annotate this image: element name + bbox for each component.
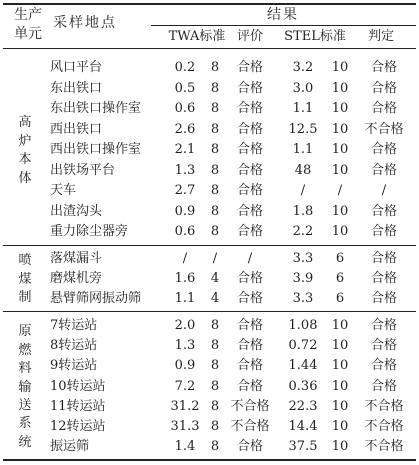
header-stel-col: STEL标准 [284, 29, 346, 44]
twa-value-cell: 2.0 [174, 318, 196, 333]
site-cell: 7转运站 [50, 318, 98, 333]
stel-std-cell: 10 [331, 318, 349, 333]
stel-std-cell: 10 [331, 224, 349, 239]
judge-cell: 合格 [370, 162, 398, 178]
header-result-col: 结果 [267, 7, 299, 23]
twa-std-cell: 8 [210, 203, 220, 219]
site-cell: 天车 [50, 183, 77, 198]
twa-std-cell: / [212, 251, 218, 266]
stel-std-cell: 10 [331, 101, 349, 116]
judge-cell: 合格 [370, 338, 398, 354]
eval-cell: 合格 [236, 291, 264, 306]
stel-value-cell: 1.1 [292, 142, 314, 157]
judge-cell: 合格 [370, 358, 398, 374]
group-label-char: 炉 [18, 133, 32, 149]
stel-value-cell: 12.5 [288, 121, 318, 137]
stel-std-cell: 6 [335, 291, 345, 306]
eval-cell: 合格 [236, 121, 264, 137]
group-label-char: 燃 [18, 342, 32, 358]
twa-value-cell: 2.6 [174, 121, 196, 137]
eval-cell: 合格 [236, 203, 264, 219]
site-cell: 磨煤机旁 [50, 271, 103, 286]
header-group-label: 生产单元 [14, 7, 42, 42]
twa-value-cell: 0.6 [174, 224, 196, 239]
judge-cell: 合格 [370, 291, 398, 306]
stel-value-cell: 1.8 [292, 203, 314, 219]
site-cell: 西出铁口 [50, 121, 103, 137]
stel-value-cell: 48 [294, 162, 312, 178]
eval-cell: 合格 [236, 358, 264, 374]
judge-cell: 不合格 [364, 439, 404, 455]
group-label-char: 输 [18, 379, 32, 395]
judge-cell: 合格 [370, 378, 398, 394]
twa-value-cell: 31.2 [170, 398, 200, 414]
judge-cell: / [381, 183, 387, 198]
group-label [16, 114, 34, 188]
twa-std-cell: 8 [210, 398, 220, 414]
stel-value-cell: 0.36 [288, 378, 318, 394]
stel-std-cell: 10 [331, 398, 349, 414]
judge-cell: 合格 [370, 60, 398, 75]
judge-cell: 合格 [370, 318, 398, 333]
twa-std-cell: 8 [210, 224, 220, 239]
twa-value-cell: 0.2 [174, 60, 196, 75]
stel-value-cell: 22.3 [288, 398, 318, 414]
judge-cell: 合格 [370, 80, 398, 96]
twa-std-cell: 8 [210, 318, 220, 333]
stel-value-cell: 0.72 [288, 338, 318, 354]
stel-std-cell: 6 [335, 251, 345, 266]
stel-std-cell: 10 [331, 419, 349, 434]
twa-std-cell: 8 [210, 142, 220, 157]
site-cell: 8转运站 [50, 338, 98, 354]
twa-std-cell: 8 [210, 419, 220, 434]
twa-std-cell: 8 [210, 439, 220, 455]
stel-std-cell: 10 [331, 439, 349, 455]
stel-std-cell: 10 [331, 378, 349, 394]
stel-std-cell: 6 [335, 271, 345, 286]
eval-cell: 合格 [236, 142, 264, 157]
stel-value-cell: 3.9 [292, 271, 314, 286]
twa-value-cell: 2.7 [174, 183, 196, 198]
eval-cell: 合格 [236, 271, 264, 286]
eval-cell: 合格 [236, 224, 264, 239]
stel-value-cell: / [300, 183, 306, 198]
group-label-char: 煤 [18, 271, 32, 287]
stel-value-cell: 14.4 [288, 419, 318, 434]
judge-cell: 合格 [370, 142, 398, 157]
twa-value-cell: 31.3 [170, 419, 200, 434]
header-group-col [10, 6, 46, 44]
stel-value-cell: 3.3 [292, 291, 314, 306]
top-rule [3, 3, 416, 5]
stel-value-cell: 2.2 [292, 224, 314, 239]
twa-std-cell: 8 [210, 101, 220, 116]
group-label-char: 原 [18, 324, 32, 340]
stel-std-cell: 10 [331, 162, 349, 178]
twa-std-cell: 4 [210, 271, 220, 286]
twa-value-cell: 1.6 [174, 271, 196, 286]
group-rule-2 [3, 311, 416, 312]
eval-cell: / [247, 251, 253, 266]
stel-value-cell: 3.3 [292, 251, 314, 266]
site-cell: 西出铁口操作室 [50, 142, 142, 157]
stel-value-cell: 3.2 [292, 60, 314, 75]
site-cell: 10转运站 [50, 378, 106, 394]
twa-std-cell: 8 [210, 358, 220, 374]
judge-cell: 合格 [370, 101, 398, 116]
twa-value-cell: 1.4 [174, 439, 196, 455]
eval-cell: 合格 [236, 338, 264, 354]
site-cell: 落煤漏斗 [50, 251, 103, 266]
site-cell: 12转运站 [50, 419, 106, 434]
twa-std-cell: 8 [210, 162, 220, 178]
twa-std-cell: 8 [210, 338, 220, 354]
site-cell: 风口平台 [50, 60, 103, 75]
judge-cell: 不合格 [364, 398, 404, 414]
group-label-char: 料 [18, 361, 32, 377]
eval-cell: 合格 [236, 183, 264, 198]
eval-cell: 合格 [236, 318, 264, 333]
eval-cell: 合格 [236, 378, 264, 394]
header-rule [3, 48, 416, 49]
header-eval-col: 评价 [236, 29, 264, 44]
stel-std-cell: 10 [331, 203, 349, 219]
eval-cell: 合格 [236, 162, 264, 178]
twa-std-cell: 8 [210, 183, 220, 198]
eval-cell: 不合格 [230, 398, 270, 414]
eval-cell: 合格 [236, 80, 264, 96]
eval-cell: 合格 [236, 101, 264, 116]
stel-std-cell: / [337, 183, 343, 198]
group-label-char: 喷 [18, 253, 32, 269]
header-site-col: 采样地点 [53, 15, 117, 31]
site-cell: 重力除尘器旁 [50, 224, 129, 239]
twa-value-cell: 0.9 [174, 358, 196, 374]
twa-value-cell: / [182, 251, 188, 266]
header-judge-col: 判定 [367, 29, 395, 44]
group-label-char: 高 [18, 115, 32, 131]
stel-value-cell: 1.08 [288, 318, 318, 333]
site-cell: 11转运站 [50, 398, 106, 414]
stel-value-cell: 37.5 [288, 439, 318, 455]
group-label-char: 制 [18, 290, 32, 306]
group-label-char: 体 [18, 170, 32, 186]
stel-std-cell: 10 [331, 338, 349, 354]
stel-std-cell: 10 [331, 142, 349, 157]
group-label-char: 送 [18, 397, 32, 413]
site-cell: 9转运站 [50, 358, 98, 374]
judge-cell: 不合格 [364, 121, 404, 137]
twa-std-cell: 8 [210, 80, 220, 96]
site-cell: 悬臂筛网振动筛 [50, 291, 142, 306]
eval-cell: 合格 [236, 439, 264, 455]
judge-cell: 合格 [370, 224, 398, 239]
site-cell: 东出铁口操作室 [50, 101, 142, 116]
header-twa-col: TWA标准 [168, 29, 226, 44]
stel-std-cell: 10 [331, 358, 349, 374]
judge-cell: 合格 [370, 251, 398, 266]
site-cell: 东出铁口 [50, 80, 103, 96]
result-underline [151, 25, 416, 26]
group-rule-1 [3, 245, 416, 246]
twa-value-cell: 7.2 [174, 378, 196, 394]
stel-value-cell: 3.0 [292, 80, 314, 96]
site-cell: 出渣沟头 [50, 203, 103, 219]
group-label-char: 统 [18, 434, 32, 450]
group-label-char: 本 [18, 152, 32, 168]
group-label [16, 323, 34, 452]
site-cell: 振运筛 [50, 439, 90, 455]
twa-value-cell: 1.1 [174, 291, 196, 306]
judge-cell: 不合格 [364, 419, 404, 434]
judge-cell: 合格 [370, 271, 398, 286]
stel-value-cell: 1.44 [288, 358, 318, 374]
group-label [16, 252, 34, 307]
stel-value-cell: 1.1 [292, 101, 314, 116]
twa-value-cell: 0.5 [174, 80, 196, 96]
twa-value-cell: 0.9 [174, 203, 196, 219]
twa-value-cell: 2.1 [174, 142, 196, 157]
stel-std-cell: 10 [331, 121, 349, 137]
twa-std-cell: 8 [210, 60, 220, 75]
stel-std-cell: 10 [331, 80, 349, 96]
judge-cell: 合格 [370, 203, 398, 219]
stel-std-cell: 10 [331, 60, 349, 75]
twa-value-cell: 1.3 [174, 338, 196, 354]
twa-std-cell: 8 [210, 378, 220, 394]
bottom-rule [3, 459, 416, 461]
site-cell: 出铁场平台 [50, 162, 116, 178]
eval-cell: 合格 [236, 60, 264, 75]
twa-value-cell: 0.6 [174, 101, 196, 116]
twa-std-cell: 8 [210, 121, 220, 137]
twa-value-cell: 1.3 [174, 162, 196, 178]
group-label-char: 系 [18, 416, 32, 432]
eval-cell: 不合格 [230, 419, 270, 434]
twa-std-cell: 4 [210, 291, 220, 306]
